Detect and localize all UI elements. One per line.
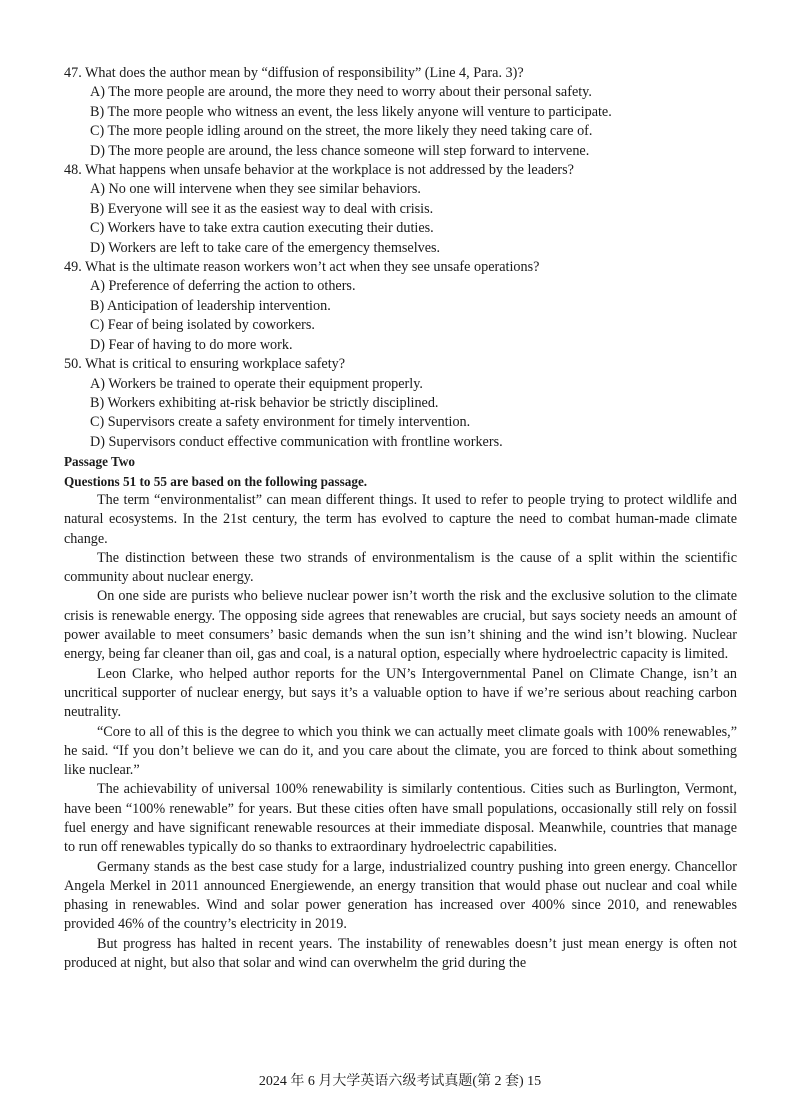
- passage-title: Passage Two: [64, 454, 135, 470]
- paragraph: The distinction between these two strands of environmentalism is the cause of a split within the scientific community about nuclear energy.: [64, 549, 737, 586]
- question-stem: 48. What happens when unsafe behavior at the workplace is not addressed by the leaders?: [64, 162, 574, 179]
- question-48: [64, 161, 737, 258]
- option-a: A) Workers be trained to operate their equipment properly.: [90, 375, 423, 392]
- paragraph: Germany stands as the best case study for a large, industrialized country pushing into green energy. Chancellor Angela Merkel in 2011 announced Energiewende, an energy transition that would phase out nuclear and coal while phasing in renewables. Wind and solar power generation has increased over 400% since 2010, and renewables provided 46% of the country’s electricity in 2019.: [64, 858, 737, 933]
- option-a: A) Preference of deferring the action to others.: [90, 278, 356, 295]
- paragraph: Leon Clarke, who helped author reports for the UN’s Intergovernmental Panel on Climate Change, isn’t an uncritical supporter of nuclear energy, but says it’s a valuable option to have if we’re serious about reaching carbon neutrality.: [64, 665, 737, 721]
- question-49: [64, 258, 737, 355]
- option-a: A) The more people are around, the more they need to worry about their personal safety.: [90, 84, 592, 101]
- question-50: [64, 355, 737, 452]
- question-stem: 49. What is the ultimate reason workers won’t act when they see unsafe operations?: [64, 259, 540, 276]
- option-b: B) Workers exhibiting at-risk behavior be strictly disciplined.: [90, 394, 439, 411]
- option-d: D) Supervisors conduct effective communication with frontline workers.: [90, 433, 503, 450]
- passage-body: [64, 491, 737, 973]
- option-b: B) The more people who witness an event, the less likely anyone will venture to participate.: [90, 103, 612, 120]
- option-c: C) Workers have to take extra caution executing their duties.: [90, 220, 434, 237]
- question-stem: 47. What does the author mean by “diffusion of responsibility” (Line 4, Para. 3)?: [64, 65, 524, 81]
- paragraph: “Core to all of this is the degree to which you think we can actually meet climate goals with 100% renewables,” he said. “If you don’t believe we can do it, and you care about the climate, you are forced to think about something like nuclear.”: [64, 723, 737, 779]
- page-footer: 2024 年 6 月大学英语六级考试真题(第 2 套) 15: [258, 1074, 542, 1089]
- option-c: C) Supervisors create a safety environment for timely intervention.: [90, 414, 471, 431]
- exam-page: [64, 64, 737, 973]
- passage-instruction: Questions 51 to 55 are based on the following passage.: [64, 473, 368, 489]
- paragraph: But progress has halted in recent years. The instability of renewables doesn’t just mean energy is often not produced at night, but also that solar and wind can overwhelm the grid during the: [64, 935, 737, 972]
- paragraph: The term “environmentalist” can mean different things. It used to refer to people trying to protect wildlife and natural ecosystems. In the 21st century, the term has evolved to capture the need to combat human-made climate change.: [64, 491, 737, 547]
- question-stem: 50. What is critical to ensuring workplace safety?: [64, 356, 346, 373]
- option-c: C) Fear of being isolated by coworkers.: [90, 317, 315, 334]
- question-47: [64, 64, 737, 161]
- option-a: A) No one will intervene when they see similar behaviors.: [90, 181, 421, 198]
- option-b: B) Everyone will see it as the easiest way to deal with crisis.: [90, 200, 434, 217]
- option-b: B) Anticipation of leadership intervention.: [90, 297, 331, 314]
- option-d: D) The more people are around, the less chance someone will step forward to intervene.: [90, 142, 590, 159]
- paragraph: On one side are purists who believe nuclear power isn’t worth the risk and the exclusive solution to the climate crisis is renewable energy. The opposing side agrees that renewables are crucial, but says society needs an amount of power available to meet consumers’ basic demands when the sun isn’t shining and the wind isn’t blowing. Nuclear energy, being far cleaner than oil, gas and coal, is a natural option, especially where hydroelectric capacity is limited.: [64, 588, 737, 663]
- option-d: D) Workers are left to take care of the emergency themselves.: [90, 239, 441, 256]
- option-c: C) The more people idling around on the street, the more likely they need taking care of.: [90, 123, 593, 140]
- option-d: D) Fear of having to do more work.: [90, 336, 293, 353]
- paragraph: The achievability of universal 100% renewability is similarly contentious. Cities such as Burlington, Vermont, have been “100% renewable” for years. But these cities often have small populations, occasionally still rely on fossil fuel energy and have significant renewable resources at their immediate disposal. Meanwhile, countries that manage to run off renewables typically do so thanks to extraordinary hydroelectric capabilities.: [64, 781, 737, 856]
